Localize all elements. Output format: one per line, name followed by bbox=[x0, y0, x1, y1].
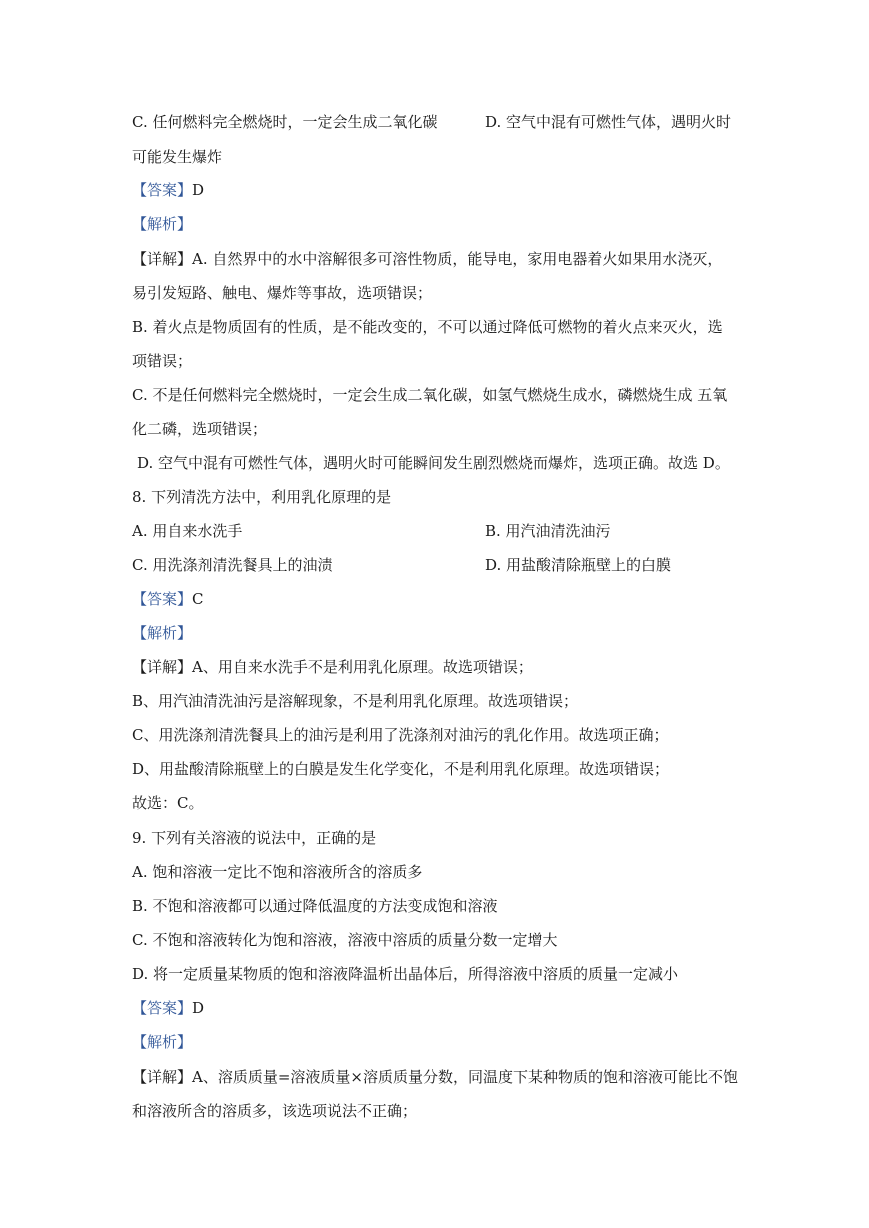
q8-option-c: C. 用洗涤剂清洗餐具上的油渍 bbox=[132, 556, 333, 574]
q9-option-b: B. 不饱和溶液都可以通过降低温度的方法变成饱和溶液 bbox=[132, 897, 498, 915]
q9-analysis-tag: 【解析】 bbox=[132, 1033, 193, 1051]
q7-option-d-cont: 可能发生爆炸 bbox=[132, 148, 223, 166]
q7-detail-d: D. 空气中混有可燃性气体，遇明火时可能瞬间发生剧烈燃烧而爆炸，选项正确。故选 D。 bbox=[137, 454, 730, 472]
q9-option-c: C. 不饱和溶液转化为饱和溶液，溶液中溶质的质量分数一定增大 bbox=[132, 931, 558, 949]
q7-detail-a-cont: 易引发短路、触电、爆炸等事故，选项错误； bbox=[132, 284, 433, 302]
q7-answer: 【答案】D bbox=[132, 181, 205, 199]
q8-detail-a: 【详解】A、用自来水洗手不是利用乳化原理。故选项错误； bbox=[132, 658, 533, 676]
q7-option-c: C. 任何燃料完全燃烧时，一定会生成二氧化碳 bbox=[132, 113, 438, 131]
q9-detail-a-cont: 和溶液所含的溶质多，该选项说法不正确； bbox=[132, 1102, 418, 1120]
q8-detail-b: B、用汽油清洗油污是溶解现象，不是利用乳化原理。故选项错误； bbox=[132, 692, 579, 710]
q8-option-b: B. 用汽油清洗油污 bbox=[485, 522, 611, 540]
q9-stem: 9. 下列有关溶液的说法中，正确的是 bbox=[132, 829, 377, 847]
detail-tag: 【详解】 bbox=[132, 250, 193, 268]
q8-option-a: A. 用自来水洗手 bbox=[132, 522, 243, 540]
q8-stem: 8. 下列清洗方法中，利用乳化原理的是 bbox=[132, 488, 392, 506]
q9-option-d: D. 将一定质量某物质的饱和溶液降温析出晶体后，所得溶液中溶质的质量一定减小 bbox=[132, 965, 679, 983]
q7-option-d: D. 空气中混有可燃性气体，遇明火时 bbox=[485, 113, 732, 131]
q7-detail-c: C. 不是任何燃料完全燃烧时，一定会生成二氧化碳，如氢气燃烧生成水，磷燃烧生成 五氧 bbox=[132, 386, 728, 404]
q7-detail-c-cont: 化二磷，选项错误； bbox=[132, 420, 268, 438]
q7-detail-b-cont: 项错误； bbox=[132, 352, 193, 370]
q7-detail-b: B. 着火点是物质固有的性质，是不能改变的，不可以通过降低可燃物的着火点来灭火，选 bbox=[132, 318, 723, 336]
q8-option-d: D. 用盐酸清除瓶壁上的白膜 bbox=[485, 556, 672, 574]
q8-detail-d: D、用盐酸清除瓶壁上的白膜是发生化学变化，不是利用乳化原理。故选项错误； bbox=[132, 760, 670, 778]
q7-detail-a: 【详解】A. 自然界中的水中溶解很多可溶性物质，能导电，家用电器着火如果用水浇灭， bbox=[132, 250, 723, 268]
q8-detail-c: C、用洗涤剂清洗餐具上的油污是利用了洗涤剂对油污的乳化作用。故选项正确； bbox=[132, 726, 669, 744]
q8-analysis-tag: 【解析】 bbox=[132, 624, 193, 642]
q8-conclusion: 故选：C。 bbox=[132, 794, 204, 812]
q9-answer: 【答案】D bbox=[132, 999, 205, 1017]
answer-tag: 【答案】 bbox=[132, 181, 193, 199]
q9-detail-a: 【详解】A、溶质质量=溶液质量×溶质质量分数，同温度下某种物质的饱和溶液可能比不饱 bbox=[132, 1068, 738, 1086]
q8-answer: 【答案】C bbox=[132, 590, 204, 608]
q7-analysis-tag: 【解析】 bbox=[132, 215, 193, 233]
q9-option-a: A. 饱和溶液一定比不饱和溶液所含的溶质多 bbox=[132, 863, 423, 881]
